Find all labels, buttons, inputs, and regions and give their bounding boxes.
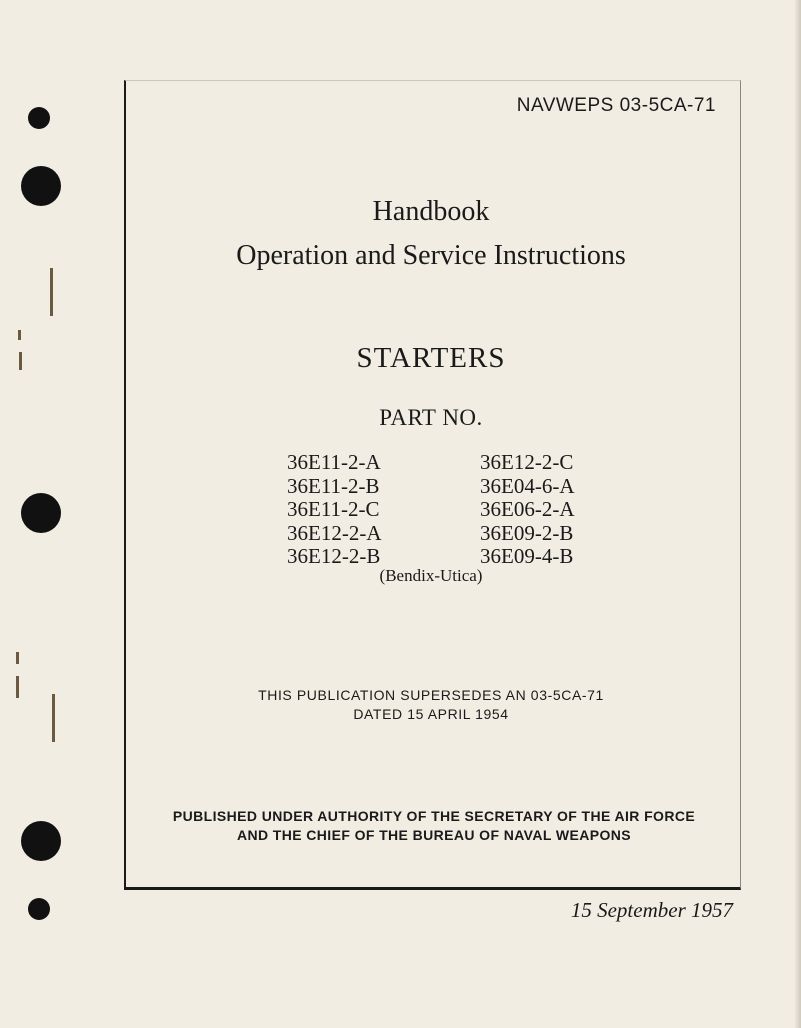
part-number: 36E04-6-A: [480, 473, 575, 498]
binder-hole: [28, 898, 50, 920]
page-edge: [795, 0, 801, 1028]
binding-mark: [52, 694, 55, 742]
part-number-list: [287, 451, 630, 569]
part-number: 36E11-2-B: [287, 473, 380, 498]
manufacturer-label: (Bendix-Utica): [379, 566, 483, 585]
authority-notice: [124, 807, 744, 845]
supersedes-line: THIS PUBLICATION SUPERSEDES AN 03-5CA-71: [258, 687, 604, 703]
part-number: 36E12-2-C: [480, 450, 574, 474]
part-number-label: PART NO.: [379, 405, 483, 430]
publication-date: 15 September 1957: [570, 898, 733, 922]
part-number: 36E11-2-A: [287, 450, 381, 474]
part-number: 36E12-2-A: [287, 520, 382, 545]
document-subtitle: Operation and Service Instructions: [236, 240, 626, 271]
part-number: 36E11-2-C: [287, 497, 380, 521]
supersedes-notice: [124, 686, 738, 724]
part-number: 36E06-2-A: [480, 497, 575, 521]
binder-hole: [21, 821, 61, 861]
part-number: 36E09-4-B: [480, 544, 574, 568]
authority-line: PUBLISHED UNDER AUTHORITY OF THE SECRETARY OF THE AIR FORCE: [172, 808, 696, 824]
binding-mark: [18, 330, 21, 340]
handbook-heading: Handbook: [372, 196, 490, 227]
part-number: 36E09-2-B: [480, 520, 574, 545]
binding-mark: [19, 352, 22, 370]
supersedes-line: DATED 15 APRIL 1954: [353, 706, 509, 722]
authority-line: AND THE CHIEF OF THE BUREAU OF NAVAL WEAPONS: [236, 827, 632, 843]
binder-hole: [21, 166, 61, 206]
binding-mark: [16, 676, 19, 698]
part-number: 36E12-2-B: [287, 544, 381, 568]
binding-mark: [16, 652, 19, 664]
binding-mark: [50, 268, 53, 316]
document-title: STARTERS: [356, 342, 506, 374]
binder-hole: [21, 493, 61, 533]
document-number: NAVWEPS 03-5CA-71: [516, 95, 716, 116]
binder-hole: [28, 107, 50, 129]
